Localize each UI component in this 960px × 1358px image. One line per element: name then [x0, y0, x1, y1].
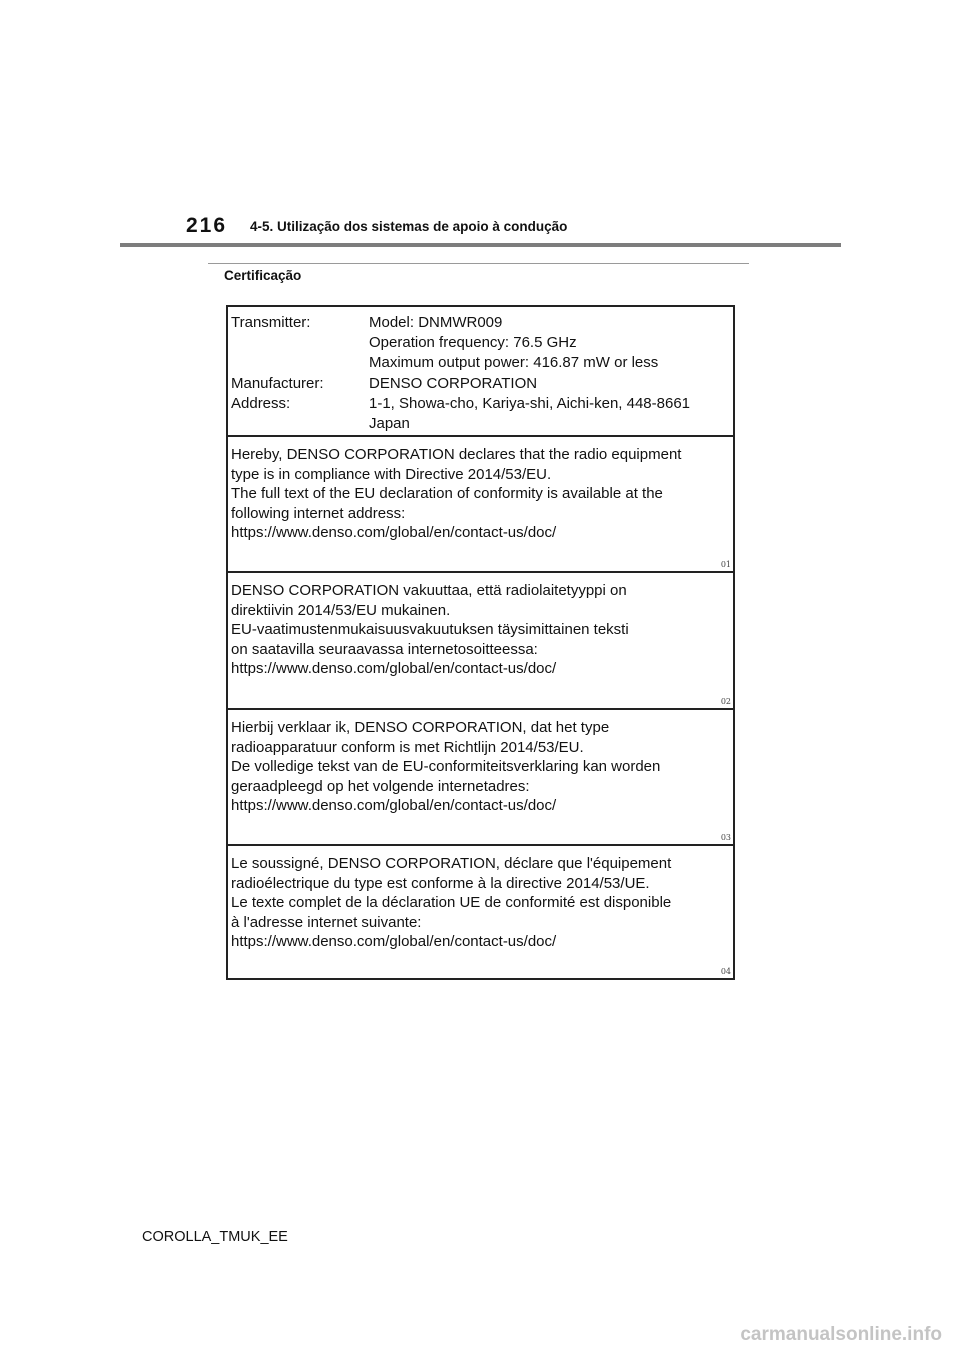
section-tag: 01	[720, 560, 731, 569]
declaration-url: https://www.denso.com/global/en/contact-us/doc/	[231, 797, 557, 814]
section-tag: 03	[720, 833, 731, 842]
declaration-line: radioapparatuur conform is met Richtlijn 2014/53/EU.	[231, 738, 584, 756]
declaration-text	[231, 718, 660, 816]
header-divider	[120, 243, 841, 247]
model-value: Model: DNMWR009	[369, 314, 503, 331]
manufacturer-value: DENSO CORPORATION	[369, 375, 538, 392]
declaration-text	[231, 581, 629, 679]
declaration-text	[231, 445, 681, 543]
section-title: 4-5. Utilização dos sistemas de apoio à condução	[250, 219, 568, 234]
declaration-line: The full text of the EU declaration of conformity is available at the	[231, 485, 663, 502]
transmitter-label: Transmitter:	[231, 314, 311, 331]
heading-divider	[208, 263, 749, 264]
address-value: 1-1, Showa-cho, Kariya-shi, Aichi-ken, 448-8661	[369, 395, 691, 412]
section-tag: 04	[720, 967, 731, 976]
declaration-fr	[228, 844, 733, 978]
page-number: 216	[186, 214, 228, 237]
address-label: Address:	[231, 395, 291, 412]
declaration-nl	[228, 708, 733, 844]
declaration-line: Le texte complet de la déclaration UE de conformité est disponible	[231, 894, 672, 911]
declaration-line: radioélectrique du type est conforme à la directive 2014/53/UE.	[231, 874, 650, 892]
declaration-line: on saatavilla seuraavassa internetosoitteessa:	[231, 640, 538, 658]
watermark: carmanualsonline.info	[740, 1324, 942, 1345]
declaration-line: Hierbij verklaar ik, DENSO CORPORATION, dat het type	[231, 719, 610, 736]
power-value: Maximum output power: 416.87 mW or less	[369, 354, 659, 371]
certification-box	[226, 305, 735, 980]
declaration-fi	[228, 571, 733, 708]
declaration-line: following internet address:	[231, 504, 406, 522]
certification-heading: Certificação	[224, 268, 302, 283]
declaration-line: DENSO CORPORATION vakuuttaa, että radiolaitetyyppi on	[231, 582, 627, 599]
manufacturer-label: Manufacturer:	[231, 375, 324, 392]
transmitter-specs	[228, 307, 733, 435]
declaration-url: https://www.denso.com/global/en/contact-us/doc/	[231, 660, 557, 677]
declaration-url: https://www.denso.com/global/en/contact-us/doc/	[231, 524, 557, 541]
footer-code: COROLLA_TMUK_EE	[142, 1229, 288, 1245]
declaration-url: https://www.denso.com/global/en/contact-us/doc/	[231, 933, 557, 950]
declaration-line: geraadpleegd op het volgende internetadres:	[231, 777, 530, 795]
declaration-line: à l'adresse internet suivante:	[231, 913, 422, 931]
country-value: Japan	[369, 415, 410, 432]
declaration-line: direktiivin 2014/53/EU mukainen.	[231, 601, 451, 619]
declaration-line: Le soussigné, DENSO CORPORATION, déclare que l'équipement	[231, 855, 672, 872]
declaration-text	[231, 854, 671, 952]
declaration-en	[228, 435, 733, 571]
declaration-line: EU-vaatimustenmukaisuusvakuutuksen täysimittainen teksti	[231, 621, 629, 638]
declaration-line: Hereby, DENSO CORPORATION declares that the radio equipment	[231, 446, 682, 463]
declaration-line: De volledige tekst van de EU-conformiteitsverklaring kan worden	[231, 758, 661, 775]
section-tag: 02	[720, 697, 731, 706]
frequency-value: Operation frequency: 76.5 GHz	[369, 334, 577, 351]
declaration-line: type is in compliance with Directive 2014/53/EU.	[231, 465, 552, 483]
